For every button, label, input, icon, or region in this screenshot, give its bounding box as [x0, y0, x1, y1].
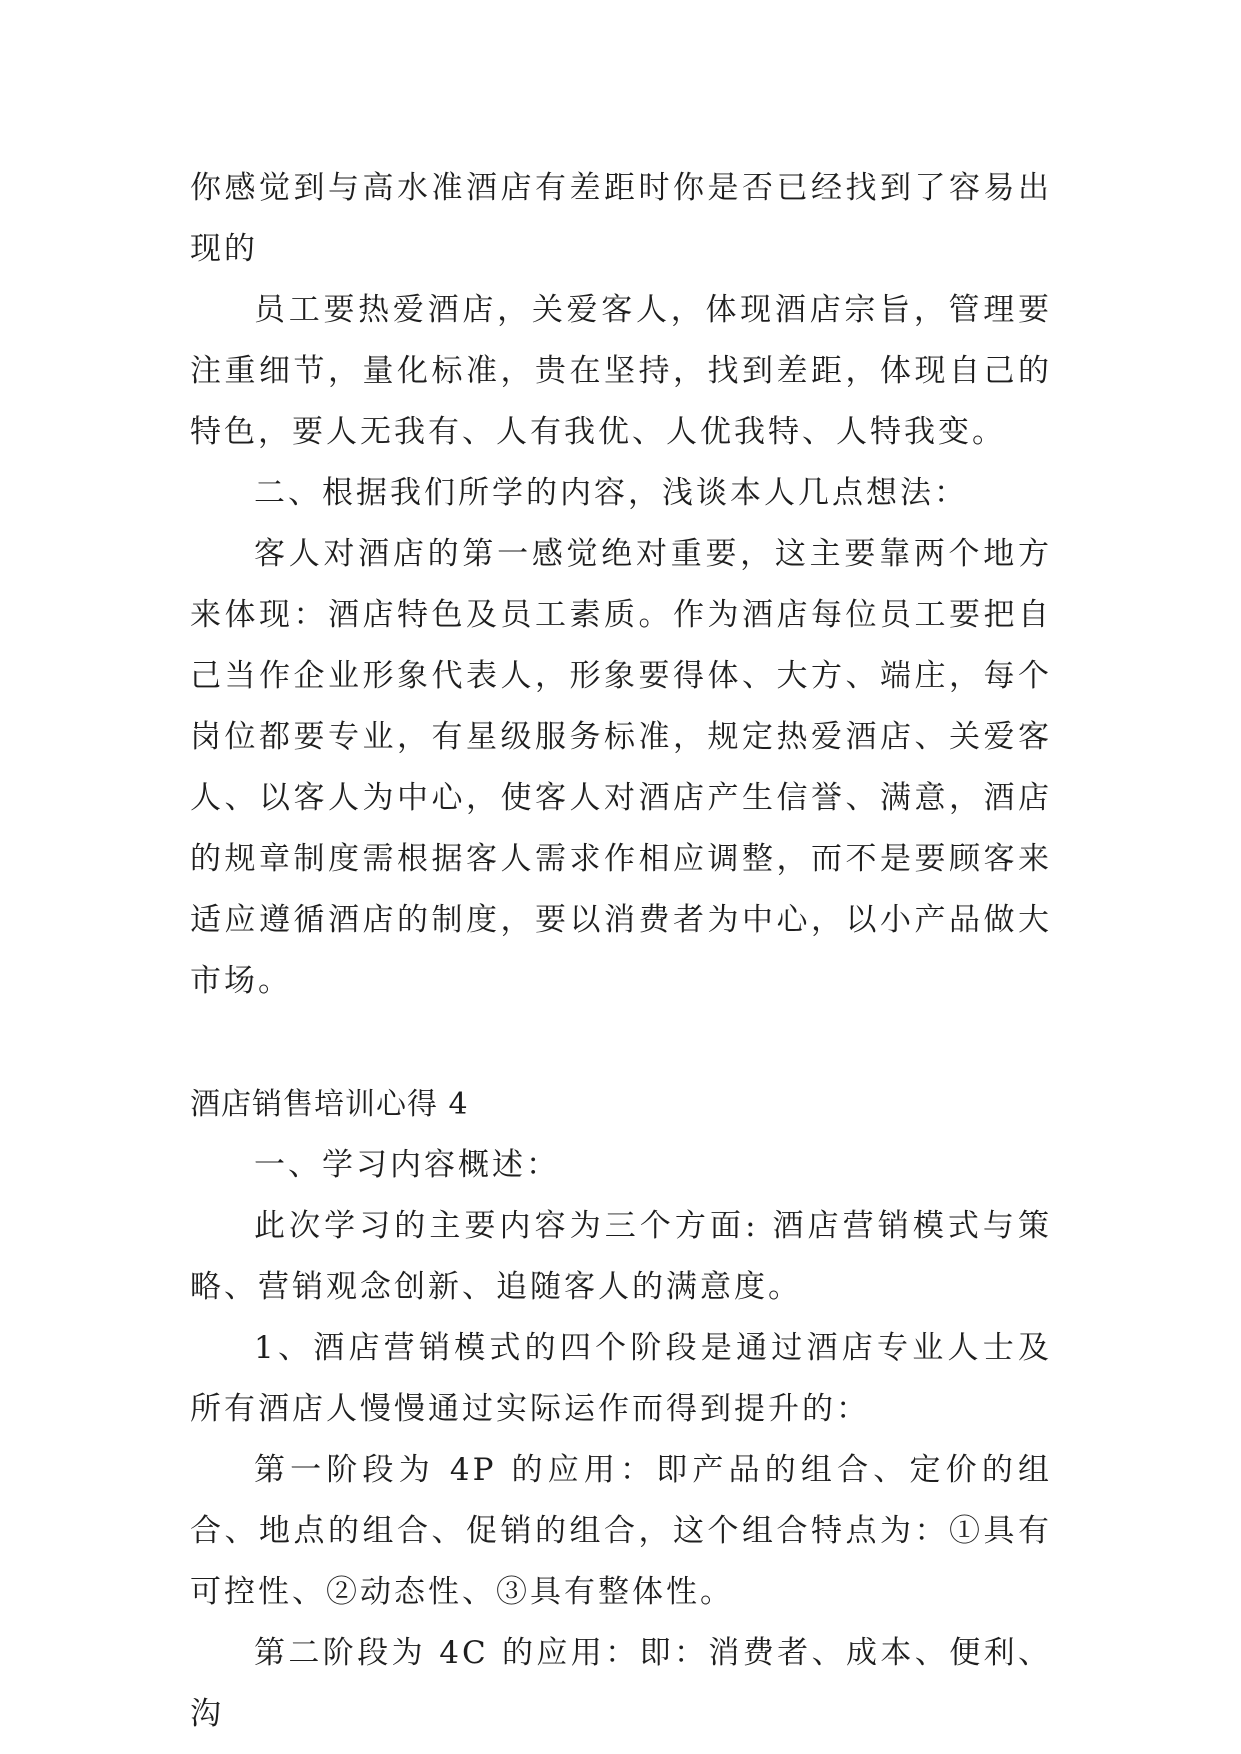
section-title: 酒店销售培训心得 4 — [190, 1087, 469, 1122]
paragraph-employee-principles: 员工要热爱酒店，关爱客人，体现酒店宗旨，管理要注重细节，量化标准，贵在坚持，找到差距，体现自己的特色，要人无我有、人有我优、人优我特、人特我变。 — [190, 292, 1052, 450]
document-body — [190, 158, 1052, 1745]
paragraph-first-impression: 客人对酒店的第一感觉绝对重要，这主要靠两个地方来体现：酒店特色及员工素质。作为酒店每位员工要把自己当作企业形象代表人，形象要得体、大方、端庄，每个岗位都要专业，有星级服务标准，规定热爱酒店、关爱客人、以客人为中心，使客人对酒店产生信誉、满意，酒店的规章制度需根据客人需求作相应调整，而不是要顾客来适应遵循酒店的制度，要以消费者为中心，以小产品做大市场。 — [190, 536, 1052, 999]
paragraph-overview-heading: 一、学习内容概述： — [254, 1147, 560, 1183]
paragraph-marketing-stages: 1、酒店营销模式的四个阶段是通过酒店专业人士及所有酒店人慢慢通过实际运作而得到提升的： — [190, 1330, 1052, 1427]
paragraph-stage-one-4p: 第一阶段为 4P 的应用：即产品的组合、定价的组合、地点的组合、促销的组合，这个组合特点为：①具有可控性、②动态性、③具有整体性。 — [190, 1452, 1052, 1610]
paragraph-stage-two-4c: 第二阶段为 4C 的应用：即：消费者、成本、便利、沟 — [190, 1635, 1052, 1732]
paragraph-study-content: 此次学习的主要内容为三个方面: 酒店营销模式与策略、营销观念创新、追随客人的满意度。 — [190, 1208, 1052, 1305]
paragraph-continuation: 你感觉到与高水准酒店有差距时你是否已经找到了容易出现的 — [190, 170, 1052, 267]
paragraph-section-two-heading: 二、根据我们所学的内容，浅谈本人几点想法： — [254, 475, 968, 511]
